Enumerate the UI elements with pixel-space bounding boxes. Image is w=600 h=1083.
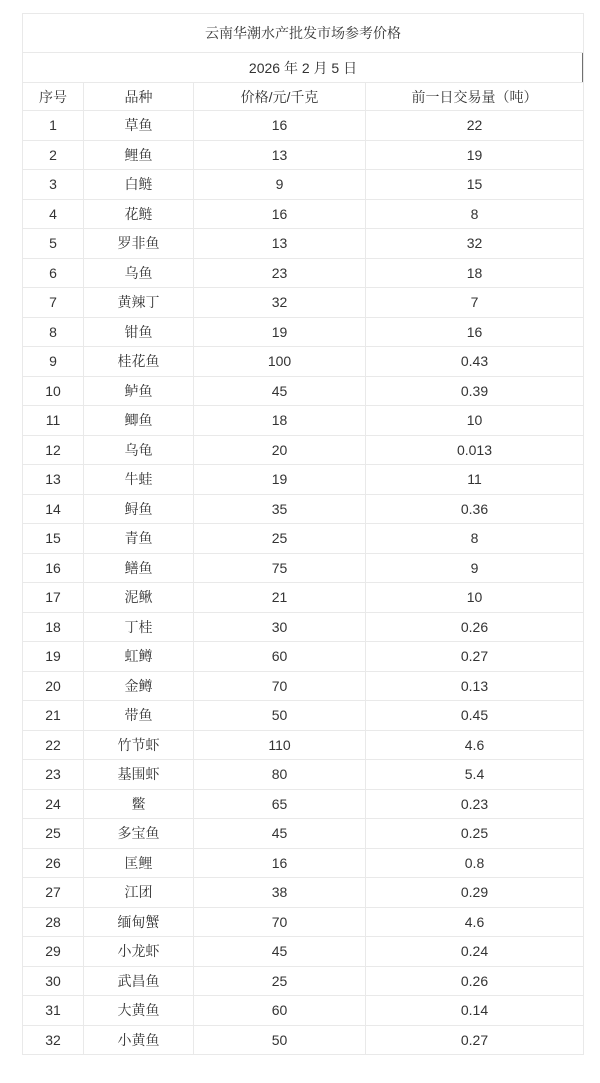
cell-volume: 7 [366,288,584,318]
cell-price: 13 [194,140,366,170]
cell-serial: 23 [23,760,84,790]
cell-price: 32 [194,288,366,318]
table-row [23,553,584,583]
cell-volume: 0.29 [366,878,584,908]
cell-serial: 21 [23,701,84,731]
table-row [23,111,584,141]
table-row [23,612,584,642]
cell-price: 16 [194,199,366,229]
cell-serial: 14 [23,494,84,524]
cell-volume: 11 [366,465,584,495]
cell-volume: 0.25 [366,819,584,849]
cell-volume: 4.6 [366,730,584,760]
table-row [23,966,584,996]
table-row [23,937,584,967]
cell-species: 罗非鱼 [84,229,194,259]
cell-price: 45 [194,937,366,967]
cell-price: 9 [194,170,366,200]
cell-species: 武昌鱼 [84,966,194,996]
table-row [23,1025,584,1055]
cell-volume: 0.14 [366,996,584,1026]
cell-species: 花鲢 [84,199,194,229]
cell-price: 75 [194,553,366,583]
cell-serial: 12 [23,435,84,465]
table-row [23,435,584,465]
cell-volume: 0.013 [366,435,584,465]
cell-volume: 0.26 [366,966,584,996]
cell-serial: 3 [23,170,84,200]
cell-species: 金鳟 [84,671,194,701]
cell-species: 鲟鱼 [84,494,194,524]
cell-volume: 8 [366,524,584,554]
cell-serial: 10 [23,376,84,406]
cell-volume: 10 [366,406,584,436]
cell-price: 45 [194,376,366,406]
cell-price: 16 [194,848,366,878]
cell-species: 鳝鱼 [84,553,194,583]
cell-price: 45 [194,819,366,849]
table-row [23,317,584,347]
cell-species: 匡鲤 [84,848,194,878]
cell-price: 60 [194,642,366,672]
cell-volume: 15 [366,170,584,200]
cell-serial: 11 [23,406,84,436]
cell-species: 虹鳟 [84,642,194,672]
cell-species: 江团 [84,878,194,908]
cell-price: 19 [194,465,366,495]
cell-volume: 0.13 [366,671,584,701]
title-row [23,14,584,53]
cell-species: 青鱼 [84,524,194,554]
cell-species: 泥鳅 [84,583,194,613]
cell-species: 乌龟 [84,435,194,465]
cell-volume: 0.26 [366,612,584,642]
cell-serial: 17 [23,583,84,613]
cell-serial: 24 [23,789,84,819]
cell-species: 黄辣丁 [84,288,194,318]
cell-species: 小龙虾 [84,937,194,967]
table-row [23,199,584,229]
cell-species: 鳖 [84,789,194,819]
cell-serial: 27 [23,878,84,908]
cell-species: 丁桂 [84,612,194,642]
scrollbar-thumb[interactable] [582,53,584,82]
header-row [23,83,584,111]
table-row [23,907,584,937]
cell-price: 65 [194,789,366,819]
cell-serial: 1 [23,111,84,141]
table-row [23,996,584,1026]
cell-serial: 7 [23,288,84,318]
cell-serial: 22 [23,730,84,760]
cell-serial: 6 [23,258,84,288]
table-row [23,583,584,613]
table-row [23,376,584,406]
date-row [23,53,584,83]
cell-volume: 19 [366,140,584,170]
cell-serial: 29 [23,937,84,967]
cell-species: 草鱼 [84,111,194,141]
cell-serial: 4 [23,199,84,229]
cell-price: 38 [194,878,366,908]
cell-species: 钳鱼 [84,317,194,347]
cell-species: 带鱼 [84,701,194,731]
cell-serial: 30 [23,966,84,996]
cell-price: 70 [194,907,366,937]
cell-volume: 0.43 [366,347,584,377]
cell-volume: 0.8 [366,848,584,878]
table-body [23,111,584,1055]
cell-volume: 0.36 [366,494,584,524]
cell-volume: 8 [366,199,584,229]
col-header-species: 品种 [84,83,194,111]
cell-volume: 32 [366,229,584,259]
cell-species: 乌鱼 [84,258,194,288]
cell-species: 鲤鱼 [84,140,194,170]
col-header-volume: 前一日交易量（吨） [366,83,584,111]
table-row [23,819,584,849]
cell-serial: 32 [23,1025,84,1055]
cell-serial: 18 [23,612,84,642]
cell-volume: 0.39 [366,376,584,406]
cell-species: 鲫鱼 [84,406,194,436]
cell-price: 25 [194,966,366,996]
col-header-price: 价格/元/千克 [194,83,366,111]
table-row [23,140,584,170]
cell-price: 50 [194,1025,366,1055]
cell-price: 13 [194,229,366,259]
cell-volume: 16 [366,317,584,347]
table-row [23,258,584,288]
cell-serial: 19 [23,642,84,672]
table-row [23,347,584,377]
table-row [23,524,584,554]
table-row [23,789,584,819]
table-row [23,288,584,318]
cell-serial: 16 [23,553,84,583]
cell-volume: 0.45 [366,701,584,731]
table-row [23,730,584,760]
price-table [22,13,584,1055]
cell-price: 18 [194,406,366,436]
table-date: 2026 年 2 月 5 日 [248,59,358,76]
cell-serial: 9 [23,347,84,377]
cell-volume: 18 [366,258,584,288]
cell-price: 20 [194,435,366,465]
cell-volume: 5.4 [366,760,584,790]
cell-price: 30 [194,612,366,642]
cell-volume: 9 [366,553,584,583]
table-row [23,494,584,524]
table-row [23,671,584,701]
cell-serial: 20 [23,671,84,701]
table-row [23,878,584,908]
cell-species: 缅甸蟹 [84,907,194,937]
cell-species: 多宝鱼 [84,819,194,849]
cell-species: 竹节虾 [84,730,194,760]
cell-price: 60 [194,996,366,1026]
cell-price: 25 [194,524,366,554]
cell-volume: 0.24 [366,937,584,967]
table-row [23,229,584,259]
cell-species: 桂花鱼 [84,347,194,377]
cell-serial: 15 [23,524,84,554]
cell-serial: 26 [23,848,84,878]
cell-species: 白鲢 [84,170,194,200]
table-row [23,848,584,878]
cell-price: 70 [194,671,366,701]
cell-serial: 28 [23,907,84,937]
cell-price: 23 [194,258,366,288]
table-row [23,701,584,731]
cell-volume: 10 [366,583,584,613]
cell-species: 牛蛙 [84,465,194,495]
cell-price: 100 [194,347,366,377]
col-header-serial: 序号 [23,83,84,111]
cell-serial: 5 [23,229,84,259]
table-row [23,465,584,495]
cell-price: 80 [194,760,366,790]
cell-price: 19 [194,317,366,347]
cell-serial: 31 [23,996,84,1026]
cell-species: 鲈鱼 [84,376,194,406]
cell-volume: 0.23 [366,789,584,819]
cell-serial: 8 [23,317,84,347]
cell-species: 小黄鱼 [84,1025,194,1055]
cell-price: 110 [194,730,366,760]
cell-serial: 13 [23,465,84,495]
cell-price: 21 [194,583,366,613]
cell-species: 基围虾 [84,760,194,790]
cell-volume: 4.6 [366,907,584,937]
cell-species: 大黄鱼 [84,996,194,1026]
cell-volume: 22 [366,111,584,141]
table-title: 云南华潮水产批发市场参考价格 [23,14,584,53]
cell-price: 35 [194,494,366,524]
table-date-cell [23,53,584,83]
cell-serial: 2 [23,140,84,170]
cell-volume: 0.27 [366,1025,584,1055]
table-row [23,760,584,790]
table-row [23,642,584,672]
cell-volume: 0.27 [366,642,584,672]
table-row [23,170,584,200]
cell-price: 50 [194,701,366,731]
table-row [23,406,584,436]
cell-price: 16 [194,111,366,141]
cell-serial: 25 [23,819,84,849]
